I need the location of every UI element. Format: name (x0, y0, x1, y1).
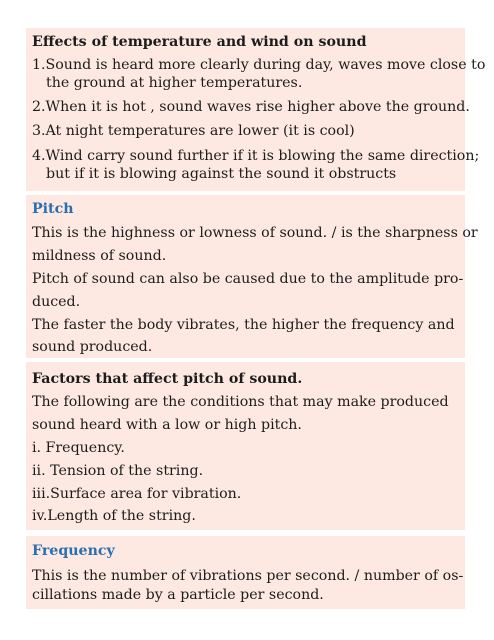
paragraph-line: mildness of sound. (32, 248, 167, 264)
pitch-section (26, 195, 478, 358)
section-heading: Factors that affect pitch of sound. (32, 371, 303, 387)
list-item: ii. Tension of the string. (32, 463, 204, 479)
paragraph-line: Pitch of sound can also be caused due to the amplitude pro- (32, 271, 464, 287)
paragraph-line: The faster the body vibrates, the higher the frequency and (32, 317, 455, 333)
section-heading: Pitch (32, 201, 74, 217)
list-item: iii.Surface area for vibration. (32, 486, 242, 502)
list-item-continuation: the ground at higher temperatures. (46, 75, 303, 91)
paragraph-line: duced. (32, 294, 81, 310)
list-item-continuation: but if it is blowing against the sound it obstructs (46, 166, 397, 182)
list-number: 4. (32, 148, 46, 164)
list-text: At night temperatures are lower (it is cool) (45, 123, 355, 139)
paragraph-line: sound produced. (32, 339, 153, 355)
section-heading: Frequency (32, 543, 115, 559)
list-number: 2. (32, 99, 46, 115)
list-item (32, 147, 479, 165)
list-text: Wind carry sound further if it is blowing the same direction; (45, 148, 480, 164)
paragraph-line: This is the number of vibrations per second. / number of os- (32, 568, 464, 584)
list-item: i. Frequency. (32, 440, 125, 456)
list-item: iv.Length of the string. (32, 508, 196, 524)
list-item (32, 56, 485, 74)
list-text: When it is hot , sound waves rise higher above the ground. (45, 99, 470, 115)
list-item (32, 122, 355, 140)
list-text: Sound is heard more clearly during day, waves move close to (45, 57, 486, 73)
paragraph-line: The following are the conditions that may make produced (32, 394, 449, 410)
list-number: 1. (32, 57, 46, 73)
frequency-section (26, 536, 465, 609)
temperature-wind-section (26, 28, 486, 191)
section-heading: Effects of temperature and wind on sound (32, 34, 367, 50)
paragraph-line: This is the highness or lowness of sound. / is the sharpness or (32, 225, 478, 241)
list-number: 3. (32, 123, 46, 139)
paragraph-line: sound heard with a low or high pitch. (32, 417, 302, 433)
pitch-factors-section (26, 362, 465, 530)
paragraph-line: cillations made by a particle per second. (32, 587, 324, 603)
list-item (32, 98, 470, 116)
